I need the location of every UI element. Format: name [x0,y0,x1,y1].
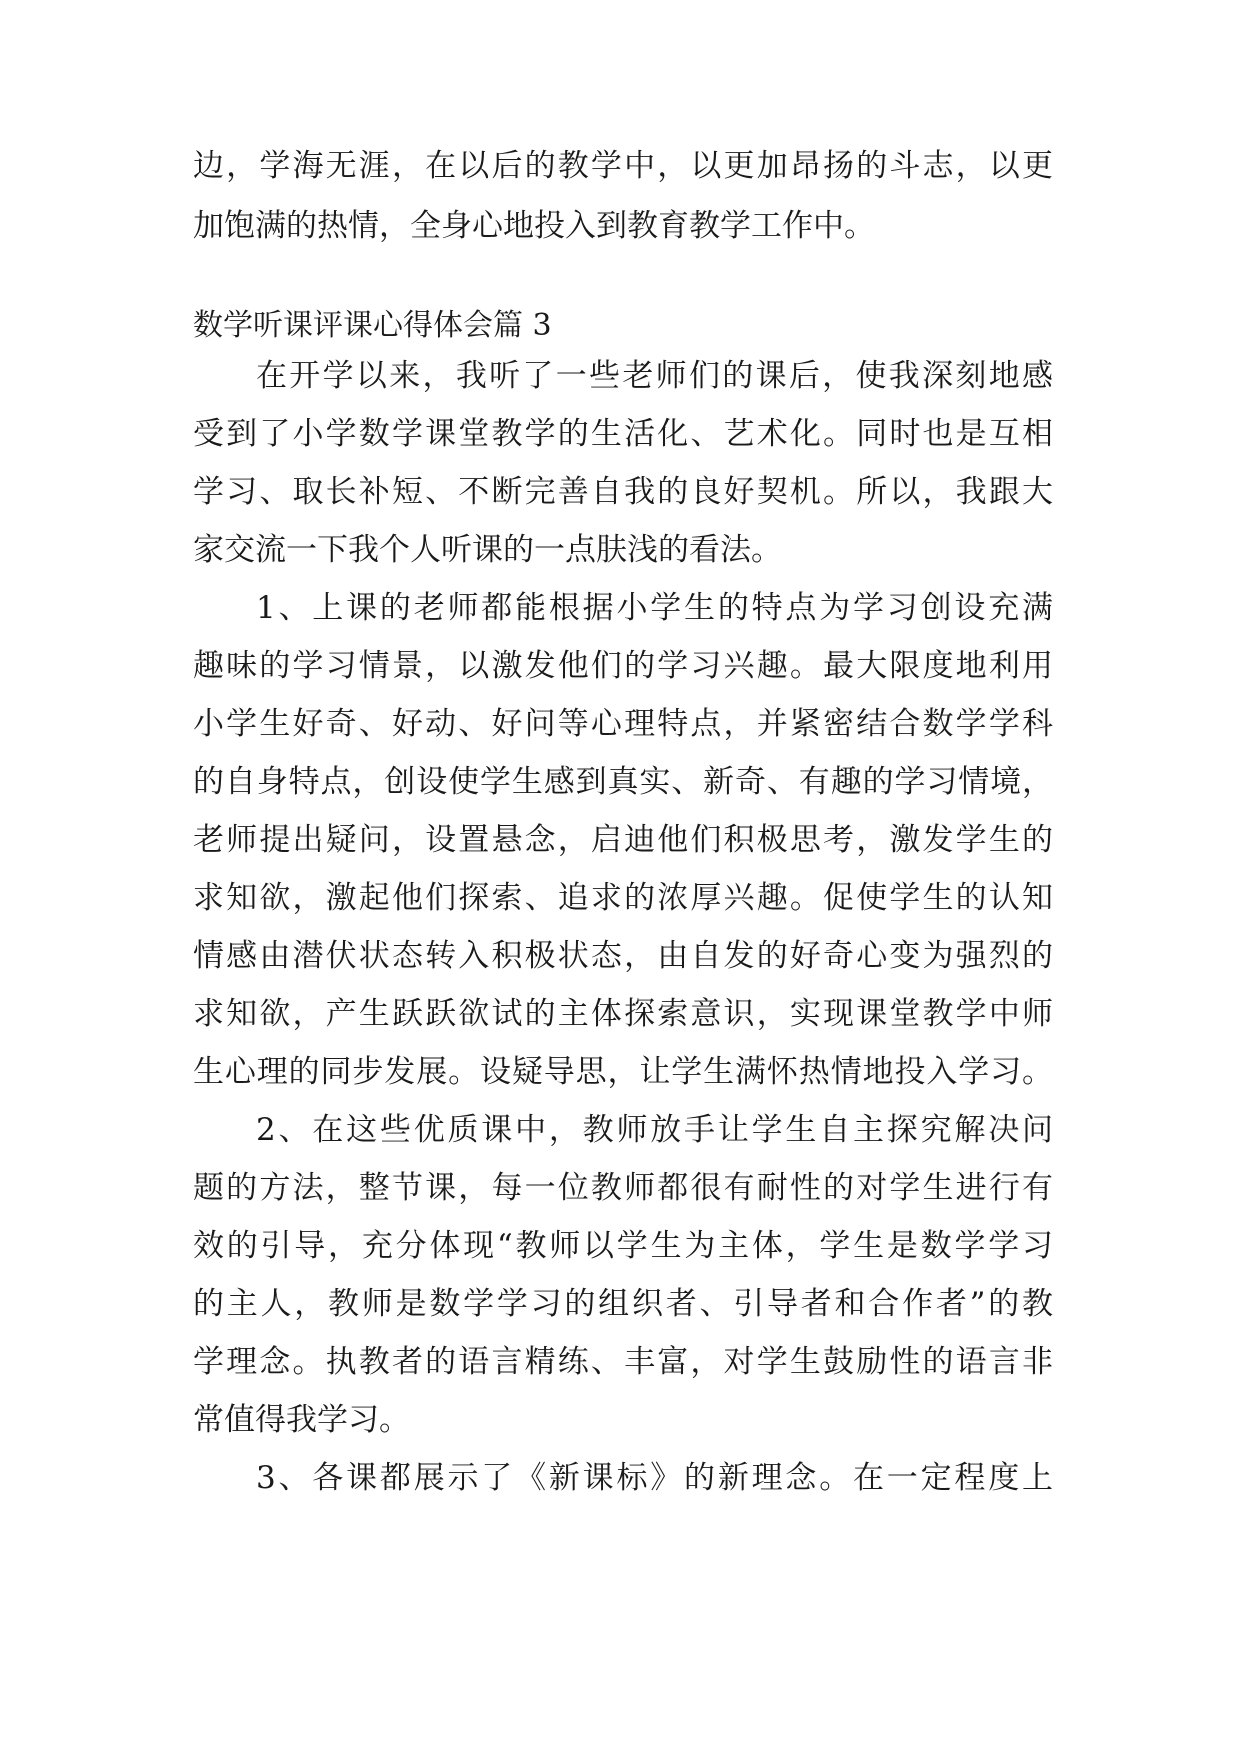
intro-line-1: 边，学海无涯，在以后的教学中，以更加昂扬的斗志，以更 [193,148,1053,184]
paragraph-3-line-2: 题的方法，整节课，每一位教师都很有耐性的对学生进行有 [193,1170,1053,1206]
paragraph-2-line-5: 老师提出疑问，设置悬念，启迪他们积极思考，激发学生的 [193,822,1053,858]
paragraph-2-line-8: 求知欲，产生跃跃欲试的主体探索意识，实现课堂教学中师 [193,996,1053,1032]
paragraph-1-line-2: 受到了小学数学课堂教学的生活化、艺术化。同时也是互相 [193,416,1053,452]
paragraph-4-line-1: 3、各课都展示了《新课标》的新理念。在一定程度上 [256,1460,1053,1496]
paragraph-2-line-3: 小学生好奇、好动、好问等心理特点，并紧密结合数学学科 [193,706,1053,742]
paragraph-2-line-2: 趣味的学习情景，以激发他们的学习兴趣。最大限度地利用 [193,648,1053,684]
paragraph-3-line-5: 学理念。执教者的语言精练、丰富，对学生鼓励性的语言非 [193,1344,1053,1380]
paragraph-2-line-9: 生心理的同步发展。设疑导思，让学生满怀热情地投入学习。 [193,1054,1053,1090]
paragraph-3-line-1: 2、在这些优质课中，教师放手让学生自主探究解决问 [256,1112,1053,1148]
paragraph-2-line-6: 求知欲，激起他们探索、追求的浓厚兴趣。促使学生的认知 [193,880,1053,916]
paragraph-3-line-4: 的主人，教师是数学学习的组织者、引导者和合作者”的教 [193,1286,1053,1322]
paragraph-2-line-7: 情感由潜伏状态转入积极状态，由自发的好奇心变为强烈的 [193,938,1053,974]
intro-line-2: 加饱满的热情，全身心地投入到教育教学工作中。 [193,208,875,244]
paragraph-1-line-3: 学习、取长补短、不断完善自我的良好契机。所以，我跟大 [193,474,1053,510]
paragraph-2-line-4: 的自身特点，创设使学生感到真实、新奇、有趣的学习情境， [193,764,1053,800]
section-heading: 数学听课评课心得体会篇 3 [193,308,552,343]
paragraph-3-line-6: 常值得我学习。 [193,1402,410,1438]
paragraph-1-line-4: 家交流一下我个人听课的一点肤浅的看法。 [193,532,782,568]
paragraph-3-line-3: 效的引导，充分体现“教师以学生为主体，学生是数学学习 [193,1228,1053,1264]
paragraph-1-line-1: 在开学以来，我听了一些老师们的课后，使我深刻地感 [256,358,1053,394]
paragraph-2-line-1: 1、上课的老师都能根据小学生的特点为学习创设充满 [256,590,1053,626]
